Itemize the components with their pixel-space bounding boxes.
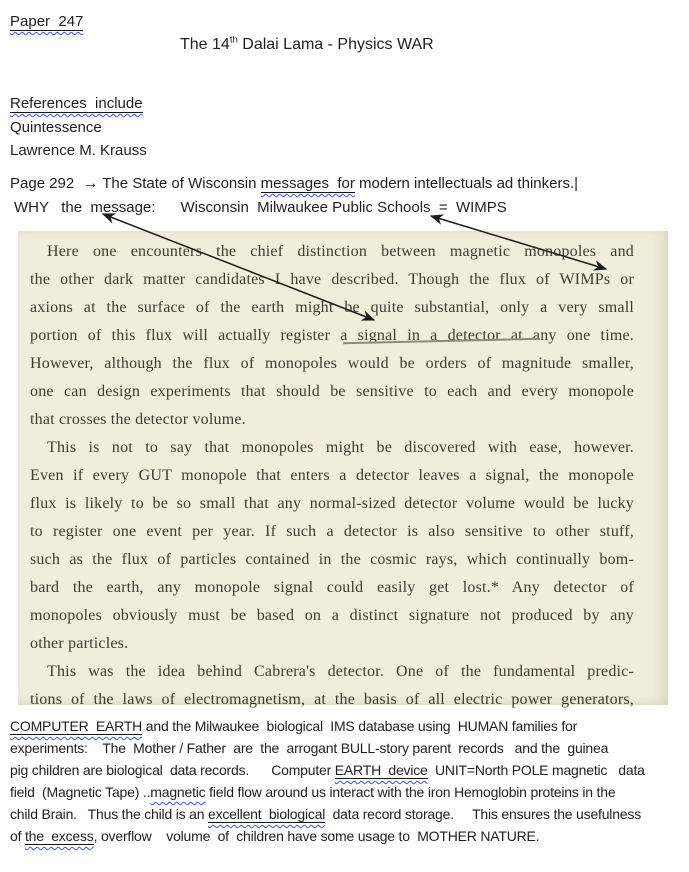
text-segment: References include: [10, 95, 143, 112]
text-segment: →: [82, 175, 99, 192]
document-title: [180, 35, 434, 54]
text-segment: Lawrence M. Krauss: [10, 142, 147, 159]
text-segment: EARTH device: [334, 762, 428, 778]
text-segment: The State of Wisconsin: [98, 175, 261, 192]
text-segment: The 14: [180, 36, 230, 53]
text-segment: Dalai Lama - Physics WAR: [237, 36, 434, 53]
book-excerpt-text: [30, 238, 634, 714]
text-segment: WHY the message: Wisconsin Milwaukee Public Schools = WIMPS: [14, 199, 507, 216]
book-text-line: This was the idea behind Cabrera's detector. One of the fundamental predic-: [47, 663, 634, 680]
text-segment: field flow around us interact with the iron Hemoglobin proteins in the: [205, 784, 616, 800]
book-text-line: the other dark matter candidates I have described. Though the flux of WIMPs or: [30, 271, 634, 288]
text-segment: th: [229, 34, 238, 46]
text-segment: |: [574, 175, 579, 192]
text-segment: , overflow volume of children have some usage to MOTHER NATURE.: [93, 828, 540, 844]
text-segment: modern intellectuals ad thinkers.: [354, 175, 575, 192]
book-text-line: flux is likely to be so small that any normal-sized detector volume would be lucky: [30, 495, 634, 512]
reference-item: [10, 118, 102, 137]
text-segment: magnetic: [150, 784, 206, 800]
paragraph-line: [10, 781, 688, 803]
reference-item: [10, 141, 147, 160]
scanned-book-page-image[interactable]: [18, 231, 668, 708]
paragraph-line: [10, 737, 688, 759]
text-segment: messages for: [260, 175, 355, 192]
text-segment: and the Milwaukee biological IMS database using HUMAN families for: [142, 718, 578, 734]
text-segment: data record storage. This ensures the usefulness: [325, 806, 641, 822]
text-segment: field (Magnetic Tape) ..: [10, 784, 151, 800]
book-text-line: However, although the flux of monopoles would be orders of magnitude smaller,: [30, 355, 634, 372]
paragraph-line: [10, 759, 688, 781]
book-text-line: This is not to say that monopoles might be discovered with ease, however.: [47, 439, 634, 456]
book-text-line: to register one event per year. If such a detector is also sensitive to other stuff,: [30, 523, 634, 540]
text-segment: Paper 247: [10, 13, 84, 30]
book-text-line: monopoles obviously must be based on a distinct signature not produced by any: [30, 607, 634, 624]
book-text-line: tions of the laws of electromagnetism, at the basis of all electric power generators,: [30, 691, 634, 708]
page-292-note-line: [10, 174, 578, 193]
text-segment: of: [10, 828, 25, 844]
text-segment: Quintessence: [10, 119, 102, 136]
paragraph-line: [10, 803, 688, 825]
book-text-line: Even if every GUT monopole that enters a detector leaves a signal, the monopole: [30, 467, 634, 484]
book-text-line: bard the earth, any monopole signal could easily get lost.* Any detector of: [30, 579, 634, 596]
book-text-line: axions at the surface of the earth might be quite substantial, only a very small: [30, 299, 634, 316]
book-text-line: such as the flux of particles contained in the cosmic rays, which continually bom-: [30, 551, 634, 568]
book-text-line: portion of this flux will actually register a signal in a detector at any one time.: [30, 327, 634, 344]
paper-number-label: [10, 12, 83, 31]
text-segment: excellent biological: [207, 806, 326, 822]
book-text-line: one can design experiments that should be sensitive to each and every monopole: [30, 383, 634, 400]
why-message-line: [14, 198, 507, 217]
book-text-line: other particles.: [30, 635, 129, 652]
text-segment: COMPUTER EARTH: [10, 718, 143, 734]
text-segment: child Brain. Thus the child is an: [10, 806, 208, 822]
text-segment: UNIT=North POLE magnetic data: [427, 762, 645, 778]
text-segment: pig children are biological data records. Computer: [10, 762, 335, 778]
paragraph-line: [10, 825, 688, 847]
text-segment: experiments: The Mother / Father are the arrogant BULL-story parent records and the guinea: [10, 740, 609, 756]
text-segment: Page 292: [10, 175, 83, 192]
bottom-commentary-paragraph: [10, 715, 688, 847]
references-heading: [10, 94, 143, 113]
book-text-line: that crosses the detector volume.: [30, 411, 246, 428]
book-text-line: Here one encounters the chief distinction between magnetic monopoles and: [47, 243, 634, 260]
paragraph-line: [10, 715, 688, 737]
text-segment: the excess: [24, 828, 94, 844]
